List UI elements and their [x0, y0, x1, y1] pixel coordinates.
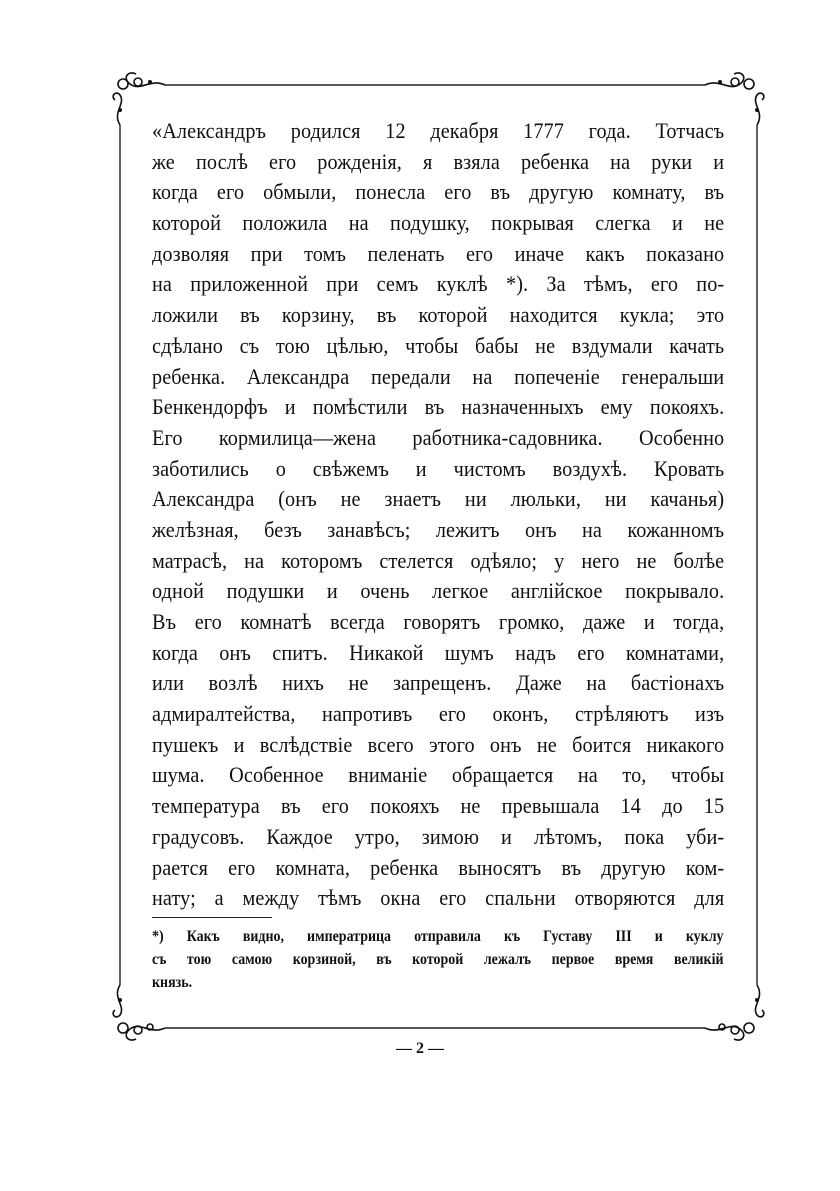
- footnote-line: *) Какъ видно, императрица отправила къ Густаву III и куклу: [152, 928, 724, 945]
- footnote: [152, 925, 724, 994]
- text-line: сдѣлано съ тою цѣлью, чтобы бабы не вздумали качать: [152, 332, 725, 358]
- text-line: на приложенной при семъ куклѣ *). За тѣмъ, его по-: [152, 271, 725, 297]
- text-line: желѣзная, безъ занавѣсъ; лежитъ онъ на кожанномъ: [152, 516, 725, 542]
- text-line: пушекъ и вслѣдствіе всего этого онъ не боится никакого: [152, 731, 725, 757]
- text-line: Въ его комнатѣ всегда говорятъ громко, даже и тогда,: [152, 609, 725, 634]
- page-number: — 2 —: [396, 1040, 444, 1057]
- text-line: рается его комната, ребенка выносятъ въ другую ком-: [152, 854, 725, 880]
- text-line: одной подушки и очень легкое англійское покрывало.: [152, 578, 725, 604]
- footnote-separator: [152, 917, 272, 919]
- text-line: нату; а между тѣмъ окна его спальни отворяются для: [152, 885, 725, 911]
- text-line: Его кормилица—жена работника-садовника. Особенно: [152, 424, 725, 450]
- footnote-line: князь.: [152, 974, 193, 991]
- text-line: матрасѣ, на которомъ стелется одѣяло; у него не болѣе: [152, 547, 725, 573]
- text-line: заботились о свѣжемъ и чистомъ воздухѣ. Кровать: [152, 455, 725, 481]
- text-line: ребенка. Александра передали на попеченіе генеральши: [152, 363, 725, 389]
- text-line: когда его обмыли, понесла его въ другую комнату, въ: [152, 179, 725, 205]
- text-line: шума. Особенное вниманіе обращается на то, чтобы: [152, 762, 725, 788]
- footnote-line: съ тою самою корзиной, въ которой лежалъ первое время великій: [152, 951, 724, 968]
- text-line: Александра (онъ не знаетъ ни люльки, ни качанья): [152, 486, 725, 512]
- text-line: которой положила на подушку, покрывая слегка и не: [152, 210, 725, 236]
- text-line: же послѣ его рожденія, я взяла ребенка на руки и: [152, 148, 725, 174]
- text-line: или возлѣ нихъ не запрещенъ. Даже на бастіонахъ: [152, 670, 725, 696]
- text-line: ложили въ корзину, въ которой находится кукла; это: [152, 302, 725, 328]
- text-line: дозволяя при томъ пеленать его иначе какъ показано: [152, 240, 725, 266]
- text-line: Бенкендорфъ и помѣстили въ назначенныхъ ему покояхъ.: [152, 394, 725, 420]
- text-line: когда онъ спитъ. Никакой шумъ надъ его комнатами,: [152, 639, 725, 665]
- text-line: адмиралтейства, напротивъ его оконъ, стрѣляютъ изъ: [152, 701, 725, 727]
- text-line: «Александръ родился 12 декабря 1777 года. Тотчасъ: [152, 118, 725, 143]
- main-text-block: [152, 116, 724, 914]
- text-line: градусовъ. Каждое утро, зимою и лѣтомъ, пока уби-: [152, 823, 725, 849]
- text-line: температура въ его покояхъ не превышала 14 до 15: [152, 793, 725, 819]
